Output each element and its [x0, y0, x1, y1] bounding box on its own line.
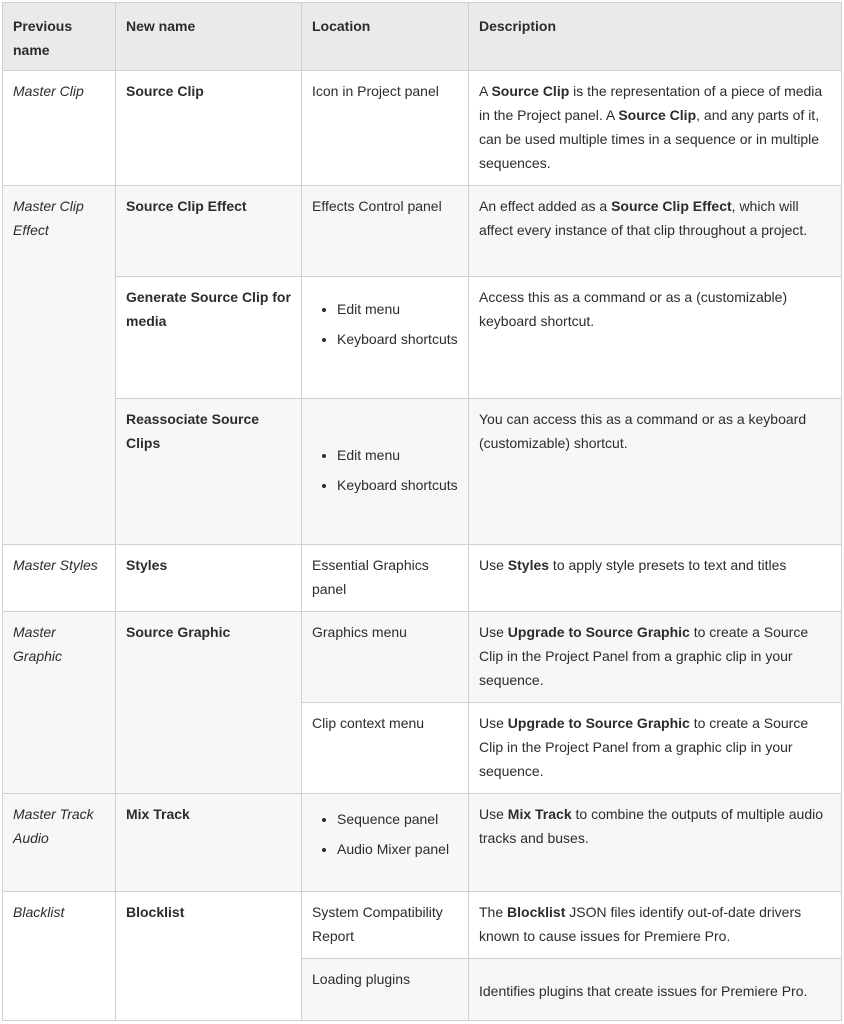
- description-text: to create a Source Clip in the Project Panel from a graphic clip in your sequence.: [479, 624, 809, 688]
- description-bold: Upgrade to Source Graphic: [507, 624, 690, 640]
- description-cell: [469, 612, 842, 703]
- new-name-cell: Source Clip Effect: [116, 186, 302, 277]
- previous-name-cell: Master Track Audio: [3, 794, 116, 892]
- table-row: [3, 892, 842, 959]
- description-cell: [469, 703, 842, 794]
- description-bold: Mix Track: [507, 806, 572, 822]
- description-cell: [469, 186, 842, 277]
- description-bold: Source Clip: [618, 107, 697, 123]
- previous-name-cell: Master Clip Effect: [3, 186, 116, 545]
- description-bold: Source Clip: [491, 83, 570, 99]
- description-bold: Blocklist: [507, 904, 566, 920]
- list-item: • Edit menu: [337, 443, 458, 467]
- location-cell: Essential Graphics panel: [302, 545, 469, 612]
- table-row: [3, 71, 842, 186]
- description-text: , and any parts of it, can be used multiple times in a sequence or in multiple sequences.: [479, 107, 820, 171]
- previous-name-cell: Blacklist: [3, 892, 116, 1021]
- description-text: Use: [479, 806, 508, 822]
- description-cell: [469, 71, 842, 186]
- location-cell: [302, 277, 469, 399]
- description-text: Use: [479, 715, 508, 731]
- header-previous-name: Previous name: [3, 3, 116, 71]
- previous-name-cell: Master Graphic: [3, 612, 116, 794]
- description-cell: You can access this as a command or as a keyboard (customizable) shortcut.: [469, 399, 842, 545]
- description-cell: [469, 892, 842, 959]
- description-text: to create a Source Clip in the Project Panel from a graphic clip in your sequence.: [479, 715, 809, 779]
- description-cell: [469, 794, 842, 892]
- previous-name-cell: Master Clip: [3, 71, 116, 186]
- description-text: The: [479, 904, 508, 920]
- location-list: [312, 443, 458, 497]
- new-name-cell: Generate Source Clip for media: [116, 277, 302, 399]
- description-text: is the representation of a piece of media in the Project panel. A: [479, 83, 823, 123]
- list-item: • Sequence panel: [337, 807, 458, 831]
- description-text: to combine the outputs of multiple audio tracks and buses.: [479, 806, 824, 846]
- list-item: • Audio Mixer panel: [337, 837, 458, 861]
- header-new-name: New name: [116, 3, 302, 71]
- description-text: Use: [479, 624, 508, 640]
- new-name-cell: Source Clip: [116, 71, 302, 186]
- table-row: [3, 612, 842, 703]
- table-row: [3, 399, 842, 545]
- location-list: [312, 297, 458, 351]
- new-name-cell: Mix Track: [116, 794, 302, 892]
- location-cell: System Compatibility Report: [302, 892, 469, 959]
- list-item: • Keyboard shortcuts: [337, 327, 458, 351]
- description-cell: Identifies plugins that create issues for Premiere Pro.: [469, 959, 842, 1021]
- description-text: Use: [479, 557, 508, 573]
- header-row: [3, 3, 842, 71]
- header-location: Location: [302, 3, 469, 71]
- description-text: to apply style presets to text and titles: [549, 557, 787, 573]
- location-cell: Loading plugins: [302, 959, 469, 1021]
- new-name-cell: Source Graphic: [116, 612, 302, 794]
- list-item: • Edit menu: [337, 297, 458, 321]
- description-text: JSON files identify out-of-date drivers known to cause issues for Premiere Pro.: [479, 904, 802, 944]
- description-text: , which will affect every instance of that clip throughout a project.: [479, 198, 808, 238]
- header-description: Description: [469, 3, 842, 71]
- description-cell: [469, 545, 842, 612]
- rename-table: [2, 2, 842, 1021]
- description-text: A: [479, 83, 492, 99]
- list-item: • Keyboard shortcuts: [337, 473, 458, 497]
- location-cell: Graphics menu: [302, 612, 469, 703]
- description-bold: Source Clip Effect: [611, 198, 732, 214]
- table-row: [3, 794, 842, 892]
- description-text: An effect added as a: [479, 198, 612, 214]
- location-cell: Clip context menu: [302, 703, 469, 794]
- description-cell: Access this as a command or as a (customizable) keyboard shortcut.: [469, 277, 842, 399]
- new-name-cell: Styles: [116, 545, 302, 612]
- previous-name-cell: Master Styles: [3, 545, 116, 612]
- location-cell: [302, 399, 469, 545]
- new-name-cell: Reassociate Source Clips: [116, 399, 302, 545]
- description-bold: Styles: [507, 557, 550, 573]
- table-row: [3, 545, 842, 612]
- table-row: [3, 277, 842, 399]
- description-bold: Upgrade to Source Graphic: [507, 715, 690, 731]
- location-cell: [302, 794, 469, 892]
- location-cell: Icon in Project panel: [302, 71, 469, 186]
- new-name-cell: Blocklist: [116, 892, 302, 1021]
- location-list: [312, 807, 458, 861]
- location-cell: Effects Control panel: [302, 186, 469, 277]
- table-row: [3, 186, 842, 277]
